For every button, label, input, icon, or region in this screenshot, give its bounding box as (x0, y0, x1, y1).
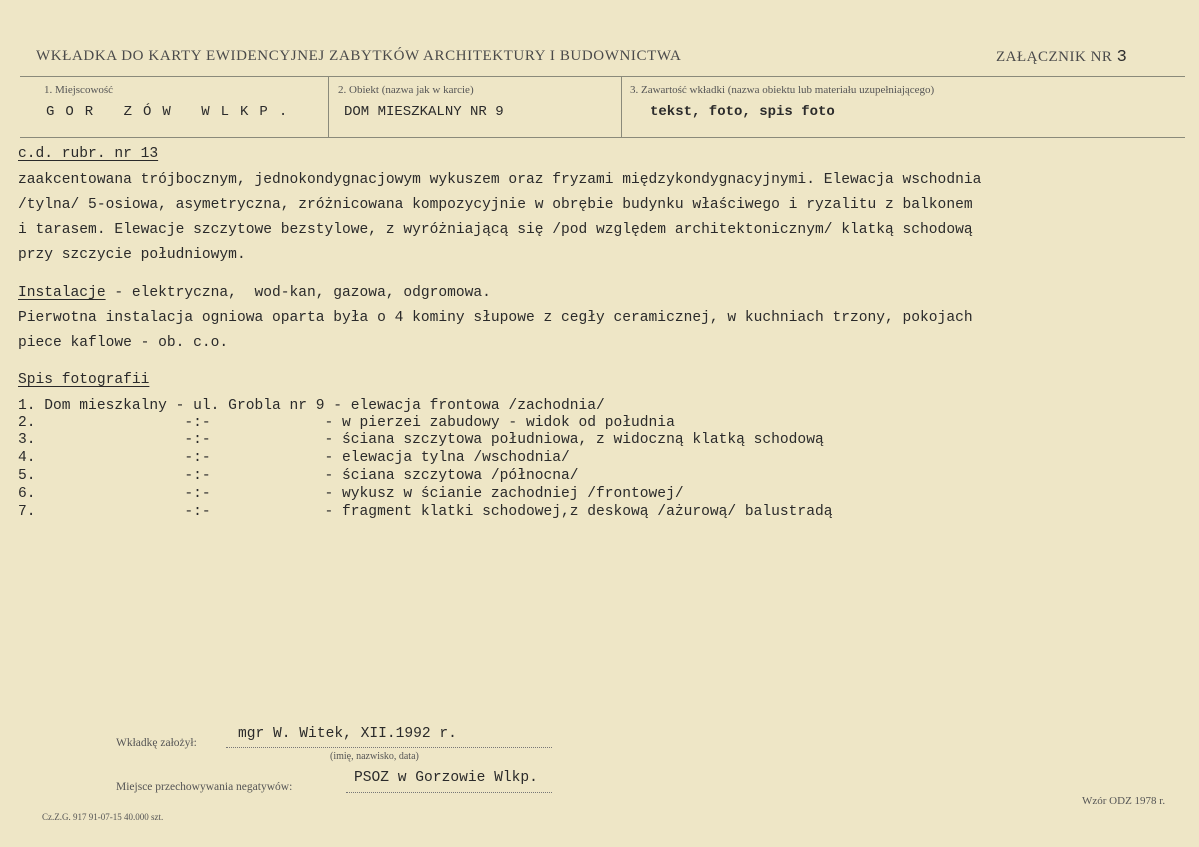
field-3-label: 3. Zawartość wkładki (nazwa obiektu lub materiału uzupełniającego) (630, 84, 935, 96)
header-rule-bottom (20, 137, 1185, 138)
photo-item-1: 1. Dom mieszkalny - ul. Grobla nr 9 - elewacja frontowa /zachodnia/ (18, 398, 605, 414)
installations-text: - elektryczna, wod-kan, gazowa, odgromowa. (105, 285, 491, 301)
body-line-3: i tarasem. Elewacje szczytowe bezstylowe, z wyróżniającą się /pod względem architektonicznym/ klatką schodową (18, 222, 973, 238)
print-code: Cz.Z.G. 917 91-07-15 40.000 szt. (42, 812, 164, 822)
field-1-label: 1. Miejscowość (44, 84, 114, 96)
field-2-label: 2. Obiekt (nazwa jak w karcie) (338, 84, 474, 96)
body-line-6: piece kaflowe - ob. c.o. (18, 335, 229, 351)
installations-line (18, 285, 491, 301)
section-continuation-heading: c.d. rubr. nr 13 (18, 146, 159, 162)
field-divider-2 (621, 76, 622, 137)
prepared-by-label: Wkładkę założył: (116, 737, 197, 749)
negatives-location-line (346, 792, 552, 793)
annex-label (996, 48, 1127, 67)
prepared-by-line (226, 747, 552, 748)
body-line-2: /tylna/ 5-osiowa, asymetryczna, zróżnicowana kompozycyjnie w obrębie budynku właściwego i ryzalitu z balkonem (18, 197, 973, 213)
body-line-4: przy szczycie południowym. (18, 247, 246, 263)
field-2-value: DOM MIESZKALNY NR 9 (344, 104, 504, 120)
installations-heading: Instalacje (18, 285, 106, 301)
photo-item-2: 2. -:- - w pierzei zabudowy - widok od południa (18, 415, 675, 431)
body-line-1: zaakcentowana trójbocznym, jednokondygnacjowym wykuszem oraz fryzami międzykondygnacyjnymi. Elewacja wschodnia (18, 172, 982, 188)
annex-text: ZAŁĄCZNIK NR (996, 49, 1113, 65)
prepared-by-hint: (imię, nazwisko, data) (330, 751, 419, 762)
negatives-location-value: PSOZ w Gorzowie Wlkp. (354, 770, 538, 786)
prepared-by-value: mgr W. Witek, XII.1992 r. (238, 726, 457, 742)
annex-number: 3 (1116, 48, 1128, 67)
body-line-5: Pierwotna instalacja ogniowa oparta była o 4 kominy słupowe z cegły ceramicznej, w kuchniach trzony, pokojach (18, 310, 973, 326)
negatives-location-label: Miejsce przechowywania negatywów: (116, 781, 293, 793)
field-1-value: GOR ZÓW WLKP. (46, 104, 299, 120)
photo-item-7: 7. -:- - fragment klatki schodowej,z deskową /ażurową/ balustradą (18, 504, 833, 520)
field-3-value: tekst, foto, spis foto (650, 104, 835, 120)
photo-item-6: 6. -:- - wykusz w ścianie zachodniej /frontowej/ (18, 486, 684, 502)
photo-item-5: 5. -:- - ściana szczytowa /północna/ (18, 468, 579, 484)
field-divider-1 (328, 76, 329, 137)
photo-item-3: 3. -:- - ściana szczytowa południowa, z widoczną klatką schodową (18, 432, 824, 448)
photo-list-heading: Spis fotografii (18, 372, 150, 388)
form-title: WKŁADKA DO KARTY EWIDENCYJNEJ ZABYTKÓW ARCHITEKTURY I BUDOWNICTWA (36, 48, 682, 64)
header-rule-top (20, 76, 1185, 77)
template-note: Wzór ODZ 1978 r. (1082, 795, 1166, 807)
photo-item-4: 4. -:- - elewacja tylna /wschodnia/ (18, 450, 570, 466)
